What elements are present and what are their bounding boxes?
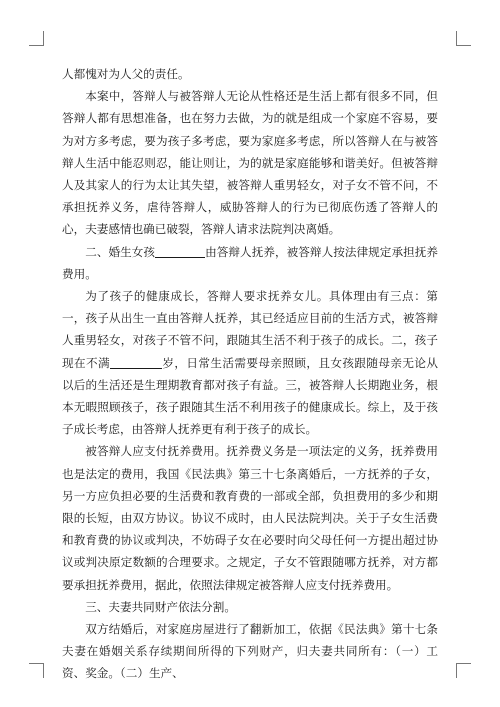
paragraph-custody-reasons — [62, 285, 438, 440]
crop-mark-top-left — [29, 31, 44, 46]
document-body — [62, 63, 438, 685]
heading-child-custody-start: 二、婚生女孩 — [85, 244, 156, 259]
heading-child-custody-end: 由答辩人抚养，被答辩人按法律规定承担抚养费用。 — [62, 244, 438, 281]
heading-property-division: 三、夫妻共同财产依法分割。 — [85, 599, 236, 614]
heading-child-custody — [62, 241, 438, 285]
paragraph-case-background: 本案中，答辩人与被答辩人无论从性格还是生活上都有很多不同，但答辩人都有思想准备，也在努力去做，为的就是组成一个家庭不容易，要为对方多考虑，要为孩子多考虑，要为家庭多考虑，所以答辩人在与被答辩人生活中能忍则忍，能让则让，为的就是家庭能够和谐美好。但被答辩人及其家人的行为太让其失望，被答辩人重男轻女，对子女不管不问，不承担抚养义务，虐待答辩人，威胁答辩人的行为已彻底伤透了答辩人的心，夫妻感情也确已破裂，答辩人请求法院判决离婚。 — [62, 89, 438, 237]
paragraph-support-payment: 被答辩人应支付抚养费用。抚养费义务是一项法定的义务，抚养费用也是法定的费用，我国《民法典》第三十七条离婚后，一方抚养的子女，另一方应负担必要的生活费和教育费的一部或全部，负担费用的多少和期限的长短，由双方协议。协议不成时，由人民法院判决。关于子女生活费和教育费的协议或判决，不妨碍子女在必要时向父母任何一方提出超过协议或判决原定数额的合理要求。之规定，子女不管跟随哪方抚养，对方都要承担抚养费用，据此，依照法律规定被答辩人应支付抚养费用。 — [62, 444, 438, 592]
custody-reasons-start: 为了孩子的健康成长，答辩人要求抚养女儿。具体理由有三点：第一，孩子从出生一直由答辩人抚养，其已经适应目前的生活方式，被答辩人重男轻女，对孩子不管不问，跟随其生活不利于孩子的成长。二，孩子现在不满 — [62, 289, 438, 370]
crop-mark-top-right — [456, 31, 471, 46]
blank-child-name[interactable] — [155, 243, 205, 258]
crop-mark-bottom-left — [29, 663, 44, 678]
custody-reasons-end: 岁，日常生活需要母亲照顾，且女孩跟随母亲无论从以后的生活还是生理期教育都对孩子有益。三，被答辩人长期跑业务，根本无暇照顾孩子，孩子跟随其生活不利用孩子的健康成长。综上，及于孩子成长考虑，由答辩人抚养更有利于孩子的成长。 — [62, 355, 438, 437]
paragraph-continuation: 人都愧对为人父的责任。 — [62, 67, 190, 81]
paragraph-property-details: 双方结婚后，对家庭房屋进行了翻新加工，依据《民法典》第十七条夫妻在婚姻关系存续期间所得的下列财产，归夫妻共同所有：（一）工资、奖金。（二）生产、 — [62, 622, 438, 681]
crop-mark-bottom-right — [456, 663, 471, 678]
blank-child-age[interactable] — [110, 354, 162, 369]
